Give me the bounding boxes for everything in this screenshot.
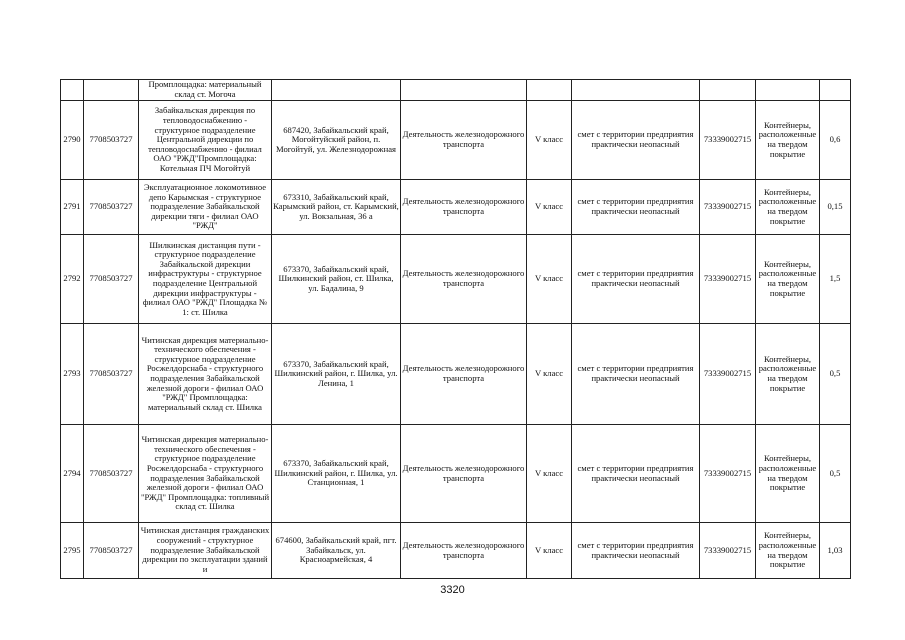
cell-inn: 7708503727: [84, 425, 139, 523]
cell-activity: Деятельность железнодорожного транспорта: [401, 180, 527, 235]
cell-activity: Деятельность железнодорожного транспорта: [401, 523, 527, 579]
cell-waste: смет с территории предприятия практически неопасный: [572, 324, 700, 425]
cell-qty: 0,6: [820, 101, 851, 180]
cell-activity: Деятельность железнодорожного транспорта: [401, 101, 527, 180]
cell-placement: Контейнеры, расположенные на твердом покрытие: [756, 523, 820, 579]
waste-register-table: [60, 79, 851, 579]
cell-qty: 0,15: [820, 180, 851, 235]
cell-inn: 7708503727: [84, 235, 139, 324]
cell-inn: [84, 80, 139, 101]
cell-placement: [756, 80, 820, 101]
cell-code: 73339002715: [700, 324, 756, 425]
cell-placement: Контейнеры, расположенные на твердом покрытие: [756, 425, 820, 523]
cell-hazard: V класс: [527, 523, 572, 579]
cell-hazard: V класс: [527, 180, 572, 235]
cell-name: Забайкальская дирекция по тепловодоснабжению - структурное подразделение Центральной дирекции по тепловодоснабжению - филиал ОАО "РЖД"Промплощадка: Котельная ПЧ Могойтуй: [139, 101, 272, 180]
cell-code: 73339002715: [700, 235, 756, 324]
cell-address: 687420, Забайкальский край, Могойтуйский район, п. Могойтуй, ул. Железнодорожная: [272, 101, 401, 180]
cell-name: Шилкинская дистанция пути - структурное подразделение Забайкальской дирекции инфраструктуры - структурное подразделение Центральной дирекции инфраструктуры - филиал ОАО "РЖД" Площадка № 1: ст. Шилка: [139, 235, 272, 324]
cell-code: [700, 80, 756, 101]
cell-address: 674600, Забайкальский край, пгт. Забайкальск, ул. Красноармейская, 4: [272, 523, 401, 579]
cell-inn: 7708503727: [84, 101, 139, 180]
cell-num: 2791: [61, 180, 84, 235]
table-row: [61, 235, 851, 324]
cell-num: 2794: [61, 425, 84, 523]
cell-hazard: V класс: [527, 235, 572, 324]
table-row: [61, 324, 851, 425]
cell-hazard: V класс: [527, 101, 572, 180]
cell-hazard: [527, 80, 572, 101]
cell-code: 73339002715: [700, 523, 756, 579]
cell-address: [272, 80, 401, 101]
cell-waste: смет с территории предприятия практически неопасный: [572, 523, 700, 579]
cell-placement: Контейнеры, расположенные на твердом покрытие: [756, 235, 820, 324]
cell-waste: смет с территории предприятия практически неопасный: [572, 425, 700, 523]
cell-waste: смет с территории предприятия практически неопасный: [572, 180, 700, 235]
cell-inn: 7708503727: [84, 324, 139, 425]
table-row: [61, 523, 851, 579]
cell-activity: Деятельность железнодорожного транспорта: [401, 324, 527, 425]
cell-code: 73339002715: [700, 425, 756, 523]
cell-code: 73339002715: [700, 101, 756, 180]
cell-num: [61, 80, 84, 101]
cell-name: Промплощадка: материальный склад ст. Могоча: [139, 80, 272, 101]
table-row: [61, 425, 851, 523]
cell-name: Читинская дирекция материально-технического обеспечения - структурное подразделение Росжелдорснаба - структурного подразделения Забайкальской железной дороги - филиал ОАО "РЖД" Промплощадка: топливный склад ст. Шилка: [139, 425, 272, 523]
cell-activity: Деятельность железнодорожного транспорта: [401, 235, 527, 324]
cell-address: 673370, Забайкальский край, Шилкинский район, ст. Шилка, ул. Бадалина, 9: [272, 235, 401, 324]
cell-waste: [572, 80, 700, 101]
cell-num: 2790: [61, 101, 84, 180]
cell-num: 2792: [61, 235, 84, 324]
cell-waste: смет с территории предприятия практически неопасный: [572, 235, 700, 324]
table-row: [61, 101, 851, 180]
cell-hazard: V класс: [527, 324, 572, 425]
cell-code: 73339002715: [700, 180, 756, 235]
cell-qty: 1,5: [820, 235, 851, 324]
cell-waste: смет с территории предприятия практически неопасный: [572, 101, 700, 180]
cell-qty: [820, 80, 851, 101]
cell-activity: Деятельность железнодорожного транспорта: [401, 425, 527, 523]
cell-address: 673370, Забайкальский край, Шилкинский район, г. Шилка, ул. Станционная, 1: [272, 425, 401, 523]
cell-qty: 0,5: [820, 425, 851, 523]
cell-num: 2795: [61, 523, 84, 579]
cell-name: Читинская дирекция материально-технического обеспечения - структурное подразделение Росжелдорснаба - структурного подразделения Забайкальской железной дороги - филиал ОАО "РЖД" Промплощадка: материальный склад ст. Шилка: [139, 324, 272, 425]
cell-inn: 7708503727: [84, 180, 139, 235]
cell-address: 673310, Забайкальский край, Карымский район, ст. Карымский, ул. Вокзальная, 36 а: [272, 180, 401, 235]
cell-placement: Контейнеры, расположенные на твердом покрытие: [756, 324, 820, 425]
cell-activity: [401, 80, 527, 101]
cell-placement: Контейнеры, расположенные на твердом покрытие: [756, 101, 820, 180]
cell-name: Эксплуатационное локомотивное депо Карымская - структурное подразделение Забайкальской дирекции тяги - филиал ОАО "РЖД": [139, 180, 272, 235]
cell-qty: 0,5: [820, 324, 851, 425]
table-row: [61, 180, 851, 235]
table-row-continuation: [61, 80, 851, 101]
page-number: 3320: [440, 584, 465, 596]
cell-name: Читинская дистанция гражданских сооружений - структурное подразделение Забайкальской дирекции по эксплуатации зданий и: [139, 523, 272, 579]
cell-num: 2793: [61, 324, 84, 425]
cell-hazard: V класс: [527, 425, 572, 523]
cell-address: 673370, Забайкальский край, Шилкинский район, г. Шилка, ул. Ленина, 1: [272, 324, 401, 425]
cell-qty: 1,03: [820, 523, 851, 579]
cell-placement: Контейнеры, расположенные на твердом покрытие: [756, 180, 820, 235]
cell-inn: 7708503727: [84, 523, 139, 579]
